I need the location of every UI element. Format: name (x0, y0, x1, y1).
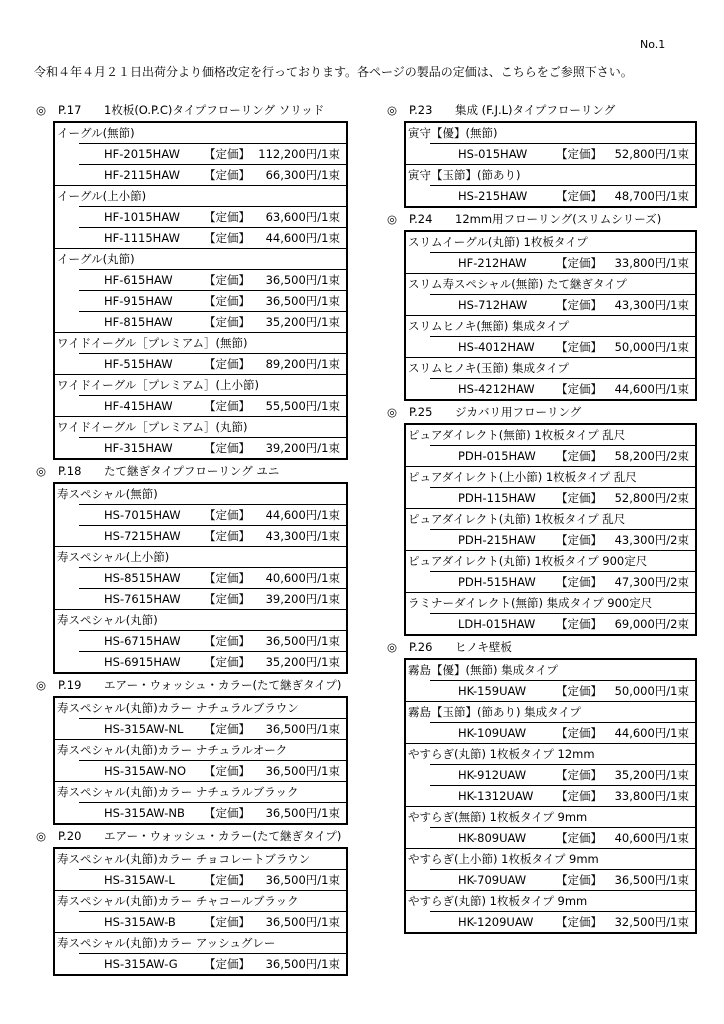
section-page-number: P.20 (58, 829, 82, 843)
price-row (79, 760, 346, 781)
product-group-name: 寿スペシャル(丸節)カラー チャコールブラック (55, 890, 346, 911)
product-code: HS-315AW-NO (104, 764, 186, 778)
section-header (36, 100, 348, 120)
price-row (430, 571, 695, 592)
price-row (79, 718, 346, 739)
product-table (404, 230, 697, 401)
list-price-label: 【定価】 (556, 789, 602, 803)
left-column (36, 100, 348, 977)
product-code: HS-315AW-NL (104, 722, 184, 736)
price-row (79, 143, 346, 164)
price-row (430, 785, 695, 806)
list-price-label: 【定価】 (204, 806, 250, 820)
list-price: 89,200円/1束 (265, 357, 340, 371)
product-code: PDH-515HAW (458, 575, 536, 589)
section-page-number: P.19 (58, 678, 82, 692)
list-price: 36,500円/1束 (265, 957, 340, 971)
list-price: 35,200円/1束 (614, 768, 689, 782)
product-code: HS-315AW-NB (104, 806, 185, 820)
list-price: 58,200円/2束 (614, 449, 689, 463)
list-price: 66,300円/1束 (265, 168, 340, 182)
product-table (53, 696, 348, 825)
list-price: 32,500円/1束 (614, 915, 689, 929)
price-row (430, 487, 695, 508)
list-price: 44,600円/1束 (614, 726, 689, 740)
price-row (79, 311, 346, 332)
list-price-label: 【定価】 (204, 915, 250, 929)
section-page-number: P.24 (409, 212, 433, 226)
product-code: HF-815HAW (104, 315, 173, 329)
price-row (79, 630, 346, 651)
list-price-label: 【定価】 (204, 399, 250, 413)
price-row (79, 395, 346, 416)
section-mark: ◎ (36, 464, 47, 478)
list-price: 63,600円/1束 (265, 210, 340, 224)
product-code: HF-1015HAW (104, 210, 180, 224)
product-group-name: イーグル(丸節) (55, 248, 346, 269)
product-group-name: やすらぎ(丸節) 1枚板タイプ 12mm (406, 743, 695, 764)
product-table (404, 658, 697, 934)
product-code: HK-1312UAW (458, 789, 534, 803)
price-row (430, 445, 695, 466)
product-code: HS-4012HAW (458, 340, 535, 354)
product-table (53, 121, 348, 460)
list-price: 112,200円/1束 (258, 147, 340, 161)
section-header (387, 637, 697, 657)
section-page-number: P.18 (58, 464, 82, 478)
list-price-label: 【定価】 (204, 592, 250, 606)
price-row (430, 613, 695, 634)
list-price: 44,600円/1束 (614, 382, 689, 396)
price-row (79, 651, 346, 672)
list-price-label: 【定価】 (204, 529, 250, 543)
price-row (79, 869, 346, 890)
list-price-label: 【定価】 (204, 294, 250, 308)
price-row (79, 911, 346, 932)
list-price-label: 【定価】 (204, 441, 250, 455)
list-price-label: 【定価】 (556, 726, 602, 740)
list-price-label: 【定価】 (556, 491, 602, 505)
list-price-label: 【定価】 (204, 655, 250, 669)
list-price-label: 【定価】 (204, 210, 250, 224)
product-group-name: スリムイーグル(丸節) 1枚板タイプ (408, 235, 588, 249)
product-code: HF-615HAW (104, 273, 173, 287)
product-code: HS-7215HAW (104, 529, 181, 543)
product-code: HS-8515HAW (104, 571, 181, 585)
product-group-name: 寅守【玉節】(節あり) (406, 164, 695, 185)
page-number: No.1 (640, 38, 666, 51)
list-price: 36,500円/1束 (265, 915, 340, 929)
product-table (53, 847, 348, 976)
product-code: HF-1115HAW (104, 231, 180, 245)
price-row (430, 252, 695, 273)
product-group-name: やすらぎ(無節) 1枚板タイプ 9mm (406, 806, 695, 827)
list-price: 35,200円/1束 (265, 315, 340, 329)
section-header (36, 461, 348, 481)
section-mark: ◎ (387, 640, 398, 654)
product-code: HS-7015HAW (104, 508, 181, 522)
list-price-label: 【定価】 (204, 722, 250, 736)
list-price: 36,500円/1束 (614, 873, 689, 887)
product-group-name: ピュアダイレクト(丸節) 1枚板タイプ 900定尺 (406, 550, 695, 571)
section-page-number: P.23 (409, 103, 433, 117)
list-price-label: 【定価】 (204, 357, 250, 371)
product-table (404, 121, 697, 208)
product-table (53, 482, 348, 674)
product-code: LDH-015HAW (458, 617, 536, 631)
list-price: 36,500円/1束 (265, 722, 340, 736)
price-row (79, 953, 346, 974)
product-code: HS-6715HAW (104, 634, 181, 648)
list-price: 36,500円/1束 (265, 764, 340, 778)
list-price: 44,600円/1束 (265, 508, 340, 522)
section-title: 12mm用フローリング(スリムシリーズ) (455, 212, 662, 226)
product-code: PDH-115HAW (458, 491, 536, 505)
list-price-label: 【定価】 (204, 231, 250, 245)
list-price-label: 【定価】 (204, 764, 250, 778)
list-price-label: 【定価】 (556, 575, 602, 589)
list-price: 35,200円/1束 (265, 655, 340, 669)
product-code: HK-709UAW (458, 873, 527, 887)
product-code: HS-7615HAW (104, 592, 181, 606)
price-row (79, 206, 346, 227)
section-header (387, 209, 697, 229)
list-price: 43,300円/1束 (614, 298, 689, 312)
list-price-label: 【定価】 (556, 684, 602, 698)
list-price-label: 【定価】 (556, 256, 602, 270)
list-price: 36,500円/1束 (265, 273, 340, 287)
list-price-label: 【定価】 (556, 915, 602, 929)
product-code: HK-109UAW (458, 726, 527, 740)
price-row (430, 680, 695, 701)
product-table (404, 423, 697, 636)
product-group-name: やすらぎ(丸節) 1枚板タイプ 9mm (406, 890, 695, 911)
product-group-name: ピュアダイレクト(無節) 1枚板タイプ 乱尺 (408, 428, 626, 442)
list-price: 52,800円/2束 (614, 491, 689, 505)
price-row (79, 269, 346, 290)
product-group-name: 寿スペシャル(丸節) (55, 609, 346, 630)
section-title: 1枚板(O.P.C)タイプフローリング ソリッド (104, 103, 325, 117)
product-group-name: 寿スペシャル(丸節)カラー アッシュグレー (55, 932, 346, 953)
product-group-name: ワイドイーグル［プレミアム］(丸節) (55, 416, 346, 437)
product-group-name: 寿スペシャル(無節) (57, 487, 158, 501)
section-page-number: P.26 (409, 640, 433, 654)
section-mark: ◎ (36, 678, 47, 692)
section-page-number: P.17 (58, 103, 82, 117)
section-header (387, 100, 697, 120)
product-code: HS-015HAW (458, 147, 528, 161)
list-price-label: 【定価】 (556, 298, 602, 312)
list-price-label: 【定価】 (556, 617, 602, 631)
section-mark: ◎ (36, 103, 47, 117)
list-price-label: 【定価】 (556, 340, 602, 354)
section-mark: ◎ (387, 212, 398, 226)
price-row (79, 802, 346, 823)
product-group-name: 寿スペシャル(丸節)カラー ナチュラルブラック (55, 781, 346, 802)
product-code: HF-212HAW (458, 256, 527, 270)
list-price: 50,000円/1束 (614, 684, 689, 698)
product-group-name: スリムヒノキ(玉節) 集成タイプ (406, 357, 695, 378)
list-price-label: 【定価】 (204, 873, 250, 887)
product-group-name: ワイドイーグル［プレミアム］(無節) (55, 332, 346, 353)
product-group-name: 寿スペシャル(丸節)カラー ナチュラルオーク (55, 739, 346, 760)
list-price: 52,800円/1束 (614, 147, 689, 161)
list-price: 44,600円/1束 (265, 231, 340, 245)
product-group-name: 寅守【優】(無節) (408, 126, 498, 140)
product-group-name: 寿スペシャル(上小節) (55, 546, 346, 567)
section-title: エアー・ウォッシュ・カラー(たて継ぎタイプ) (104, 829, 342, 843)
product-group-name: イーグル(無節) (57, 126, 135, 140)
section-header (387, 402, 697, 422)
product-code: HS-6915HAW (104, 655, 181, 669)
list-price-label: 【定価】 (204, 508, 250, 522)
price-row (79, 567, 346, 588)
list-price-label: 【定価】 (556, 768, 602, 782)
price-row (79, 164, 346, 185)
list-price-label: 【定価】 (204, 571, 250, 585)
list-price-label: 【定価】 (556, 189, 602, 203)
price-row (430, 764, 695, 785)
list-price: 36,500円/1束 (265, 873, 340, 887)
section-page-number: P.25 (409, 405, 433, 419)
product-code: HF-2015HAW (104, 147, 180, 161)
price-row (430, 529, 695, 550)
price-row (79, 290, 346, 311)
list-price-label: 【定価】 (556, 533, 602, 547)
list-price: 69,000円/2束 (614, 617, 689, 631)
product-group-name: 寿スペシャル(丸節)カラー チョコレートブラウン (57, 852, 311, 866)
section-mark: ◎ (36, 829, 47, 843)
list-price-label: 【定価】 (556, 831, 602, 845)
list-price-label: 【定価】 (556, 147, 602, 161)
product-group-name: 寿スペシャル(丸節)カラー ナチュラルブラウン (57, 701, 299, 715)
product-code: HS-712HAW (458, 298, 528, 312)
product-code: HS-315AW-L (104, 873, 175, 887)
price-row (430, 294, 695, 315)
price-row (79, 437, 346, 458)
section-title: ヒノキ壁板 (455, 640, 512, 654)
product-code: HF-915HAW (104, 294, 173, 308)
section-title: 集成 (F.J.L)タイプフローリング (455, 103, 616, 117)
product-group-name: イーグル(上小節) (55, 185, 346, 206)
list-price: 40,600円/1束 (614, 831, 689, 845)
list-price: 40,600円/1束 (265, 571, 340, 585)
list-price-label: 【定価】 (204, 168, 250, 182)
price-row (430, 185, 695, 206)
product-group-name: ラミナーダイレクト(無節) 集成タイプ 900定尺 (406, 592, 695, 613)
product-code: HS-315AW-B (104, 915, 176, 929)
product-code: PDH-015HAW (458, 449, 536, 463)
list-price: 33,800円/1束 (614, 256, 689, 270)
price-row (79, 525, 346, 546)
section-mark: ◎ (387, 103, 398, 117)
price-row (430, 722, 695, 743)
list-price: 55,500円/1束 (265, 399, 340, 413)
section-header (36, 675, 348, 695)
price-row (430, 378, 695, 399)
price-row (79, 588, 346, 609)
price-row (79, 227, 346, 248)
list-price-label: 【定価】 (204, 315, 250, 329)
price-row (430, 869, 695, 890)
section-header (36, 826, 348, 846)
product-code: HS-315AW-G (104, 957, 178, 971)
product-code: HK-912UAW (458, 768, 527, 782)
price-row (430, 143, 695, 164)
product-code: PDH-215HAW (458, 533, 536, 547)
list-price: 39,200円/1束 (265, 592, 340, 606)
list-price-label: 【定価】 (204, 957, 250, 971)
list-price-label: 【定価】 (204, 147, 250, 161)
section-title: たて継ぎタイプフローリング ユニ (104, 464, 280, 478)
list-price: 48,700円/1束 (614, 189, 689, 203)
list-price: 43,300円/1束 (265, 529, 340, 543)
product-group-name: 霧島【玉節】(節あり) 集成タイプ (406, 701, 695, 722)
product-code: HS-215HAW (458, 189, 528, 203)
product-group-name: スリム寿スペシャル(無節) たて継ぎタイプ (406, 273, 695, 294)
list-price: 39,200円/1束 (265, 441, 340, 455)
right-column (387, 100, 697, 935)
product-group-name: ワイドイーグル［プレミアム］(上小節) (55, 374, 346, 395)
price-row (79, 353, 346, 374)
product-group-name: スリムヒノキ(無節) 集成タイプ (406, 315, 695, 336)
list-price: 47,300円/2束 (614, 575, 689, 589)
list-price-label: 【定価】 (556, 873, 602, 887)
list-price-label: 【定価】 (556, 449, 602, 463)
list-price: 50,000円/1束 (614, 340, 689, 354)
list-price-label: 【定価】 (204, 634, 250, 648)
product-code: HF-315HAW (104, 441, 173, 455)
list-price: 33,800円/1束 (614, 789, 689, 803)
list-price: 43,300円/2束 (614, 533, 689, 547)
list-price-label: 【定価】 (556, 382, 602, 396)
price-row (430, 336, 695, 357)
section-title: エアー・ウォッシュ・カラー(たて継ぎタイプ) (104, 678, 342, 692)
price-revision-notice: 令和４年４月２１日出荷分より価格改定を行っております。各ページの製品の定価は、こちらをご参照下さい。 (34, 65, 633, 79)
section-mark: ◎ (387, 405, 398, 419)
product-code: HK-1209UAW (458, 915, 534, 929)
section-title: ジカバリ用フローリング (455, 405, 582, 419)
price-row (79, 504, 346, 525)
list-price-label: 【定価】 (204, 273, 250, 287)
product-code: HK-809UAW (458, 831, 527, 845)
product-group-name: ピュアダイレクト(上小節) 1枚板タイプ 乱尺 (406, 466, 695, 487)
list-price: 36,500円/1束 (265, 806, 340, 820)
product-code: HF-2115HAW (104, 168, 180, 182)
list-price: 36,500円/1束 (265, 634, 340, 648)
list-price: 36,500円/1束 (265, 294, 340, 308)
product-code: HF-415HAW (104, 399, 173, 413)
product-code: HS-4212HAW (458, 382, 535, 396)
price-row (430, 911, 695, 932)
product-group-name: ピュアダイレクト(丸節) 1枚板タイプ 乱尺 (406, 508, 695, 529)
product-code: HK-159UAW (458, 684, 527, 698)
product-group-name: 霧島【優】(無節) 集成タイプ (408, 663, 559, 677)
product-group-name: やすらぎ(上小節) 1枚板タイプ 9mm (406, 848, 695, 869)
product-code: HF-515HAW (104, 357, 173, 371)
price-row (430, 827, 695, 848)
